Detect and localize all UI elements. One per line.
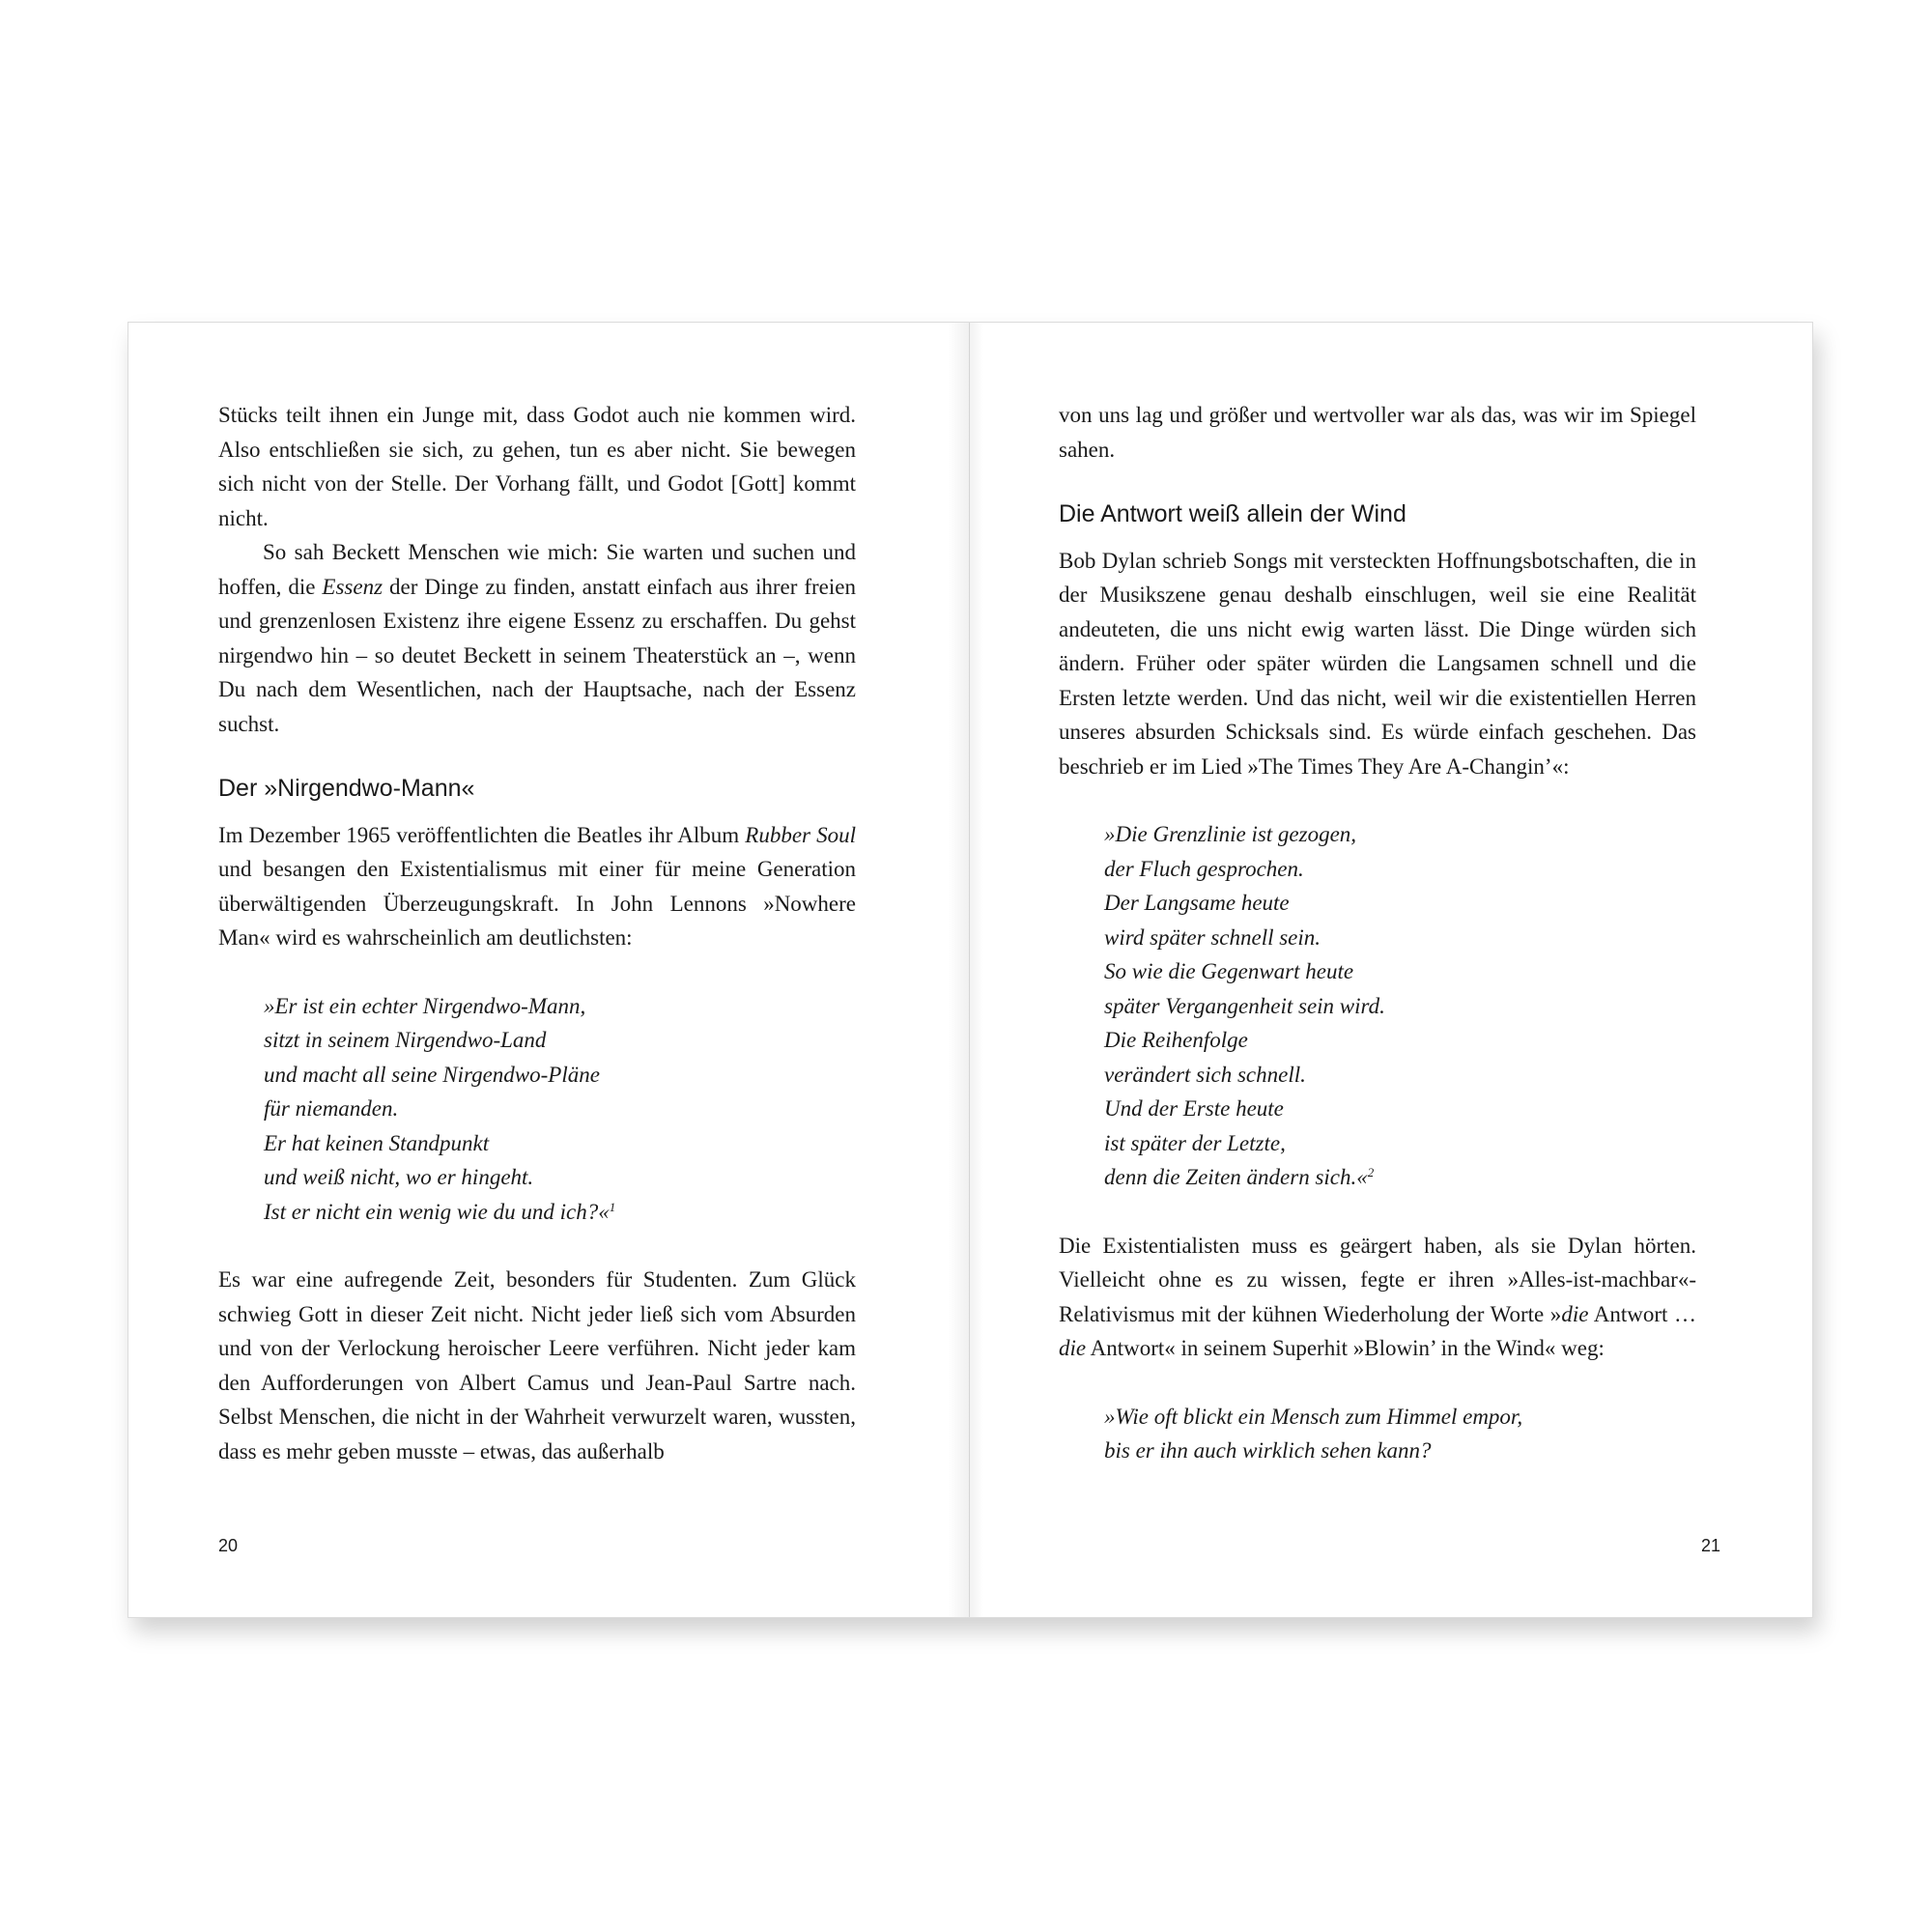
right-paragraph-1: von uns lag und größer und wertvoller war als das, was wir im Spiegel sahen. (1059, 403, 1696, 462)
page-number-left: 20 (218, 1536, 239, 1555)
section-heading-nirgendwo: Der »Nirgendwo-Mann« (218, 775, 475, 802)
poem-line: bis er ihn auch wirklich sehen kann? (1104, 1438, 1432, 1463)
poem-line: ist später der Letzte, (1104, 1130, 1286, 1155)
left-paragraph-3: Im Dezember 1965 veröffentlichten die Beatles ihr Album Rubber Soul und besangen den Existentialismus mit einer für meine Generation überwältigenden Überzeugungskraft. In John Lennons »Nowhere Man« wird es wahrscheinlich am deutlichsten: (218, 822, 856, 950)
poem-line: wird später schnell sein. (1104, 924, 1321, 950)
poem-line: Er hat keinen Standpunkt (264, 1130, 490, 1155)
poem-line: Ist er nicht ein wenig wie du und ich?«$^1$ (264, 1199, 616, 1224)
poem-line: der Fluch gesprochen. (1104, 856, 1304, 881)
left-paragraph-4: Es war eine aufregende Zeit, besonders für Studenten. Zum Glück schwieg Gott in dieser Zeit nicht. Nicht jeder ließ sich vom Absurden und von der Verlockung heroischer Leere verführen. Nicht jeder kam den Aufforderungen von Albert Camus und Jean-Paul Sartre nach. Selbst Menschen, die nicht in der Wahrheit verwurzelt waren, wussten, dass es mehr geben musste – etwas, das außerhalb (218, 1267, 856, 1463)
poem-line: denn die Zeiten ändern sich.«$^2$ (1104, 1165, 1375, 1189)
poem-line: verändert sich schnell. (1104, 1062, 1306, 1087)
left-page (128, 323, 970, 1617)
quote-blowin-in-the-wind (1059, 1400, 1696, 1468)
left-paragraph-2: So sah Beckett Menschen wie mich: Sie warten und suchen und hoffen, die Essenz der Dinge zu finden, anstatt einfach aus ihrer freien und grenzenlosen Existenz ihre eigene Essenz zu erschaffen. Du gehst nirgendwo hin – so deutet Beckett in seinem Theaterstück an –, wenn Du nach dem Wesentlichen, nach der Hauptsache, nach der Essenz suchst. (218, 540, 856, 736)
poem-line: Und der Erste heute (1104, 1096, 1284, 1121)
quote-nowhere-man (218, 989, 856, 1230)
left-paragraph-1: Stücks teilt ihnen ein Junge mit, dass Godot auch nie kommen wird. Also entschließen sie sich, zu gehen, tun es aber nicht. Sie bewegen sich nicht von der Stelle. Der Vorhang fällt, und Godot [Gott] kommt nicht. (218, 403, 856, 530)
book-spread (128, 322, 1813, 1618)
quote-times-changin (1059, 817, 1696, 1195)
poem-line: Die Reihenfolge (1104, 1028, 1248, 1052)
page-number-right: 21 (1700, 1536, 1720, 1555)
right-page (970, 323, 1811, 1617)
right-paragraph-2: Bob Dylan schrieb Songs mit versteckten Hoffnungsbotschaften, die in der Musikszene genau deshalb einschlugen, weil sie eine Realität andeuteten, die uns nicht ewig warten lässt. Die Dinge würden sich ändern. Früher oder später würden die Langsamen schnell und die Ersten letzte werden. Und das nicht, weil wir die existentiellen Herren unseres absurden Schicksals sind. Es würde einfach geschehen. Das beschrieb er im Lied »The Times They Are A-Changin’«: (1059, 548, 1696, 779)
poem-line: »Wie oft blickt ein Mensch zum Himmel empor, (1104, 1404, 1523, 1429)
left-text-block (218, 398, 856, 1468)
poem-line: So wie die Gegenwart heute (1104, 959, 1354, 983)
footnote-marker: 1 (609, 1199, 616, 1214)
poem-line: später Vergangenheit sein wird. (1104, 993, 1385, 1018)
right-paragraph-3: Die Existentialisten muss es geärgert haben, als sie Dylan hörten. Vielleicht ohne es zu wissen, fegte er ihren »Alles-ist-machbar«-Relativismus mit der kühnen Wiederholung der Worte »die Antwort … die Antwort« in seinem Superhit »Blowin’ in the Wind« weg: (1059, 1233, 1696, 1360)
poem-line: für niemanden. (264, 1096, 399, 1121)
right-text-block (1059, 398, 1696, 1468)
poem-line: sitzt in seinem Nirgendwo-Land (264, 1028, 547, 1052)
poem-line: und macht all seine Nirgendwo-Pläne (264, 1062, 600, 1087)
section-heading-antwort: Die Antwort weiß allein der Wind (1059, 500, 1406, 527)
poem-line: Der Langsame heute (1104, 891, 1290, 915)
poem-line: und weiß nicht, wo er hingeht. (264, 1165, 534, 1189)
footnote-marker: 2 (1367, 1165, 1375, 1179)
poem-line: »Die Grenzlinie ist gezogen, (1104, 822, 1357, 846)
poem-line: »Er ist ein echter Nirgendwo-Mann, (264, 993, 586, 1018)
